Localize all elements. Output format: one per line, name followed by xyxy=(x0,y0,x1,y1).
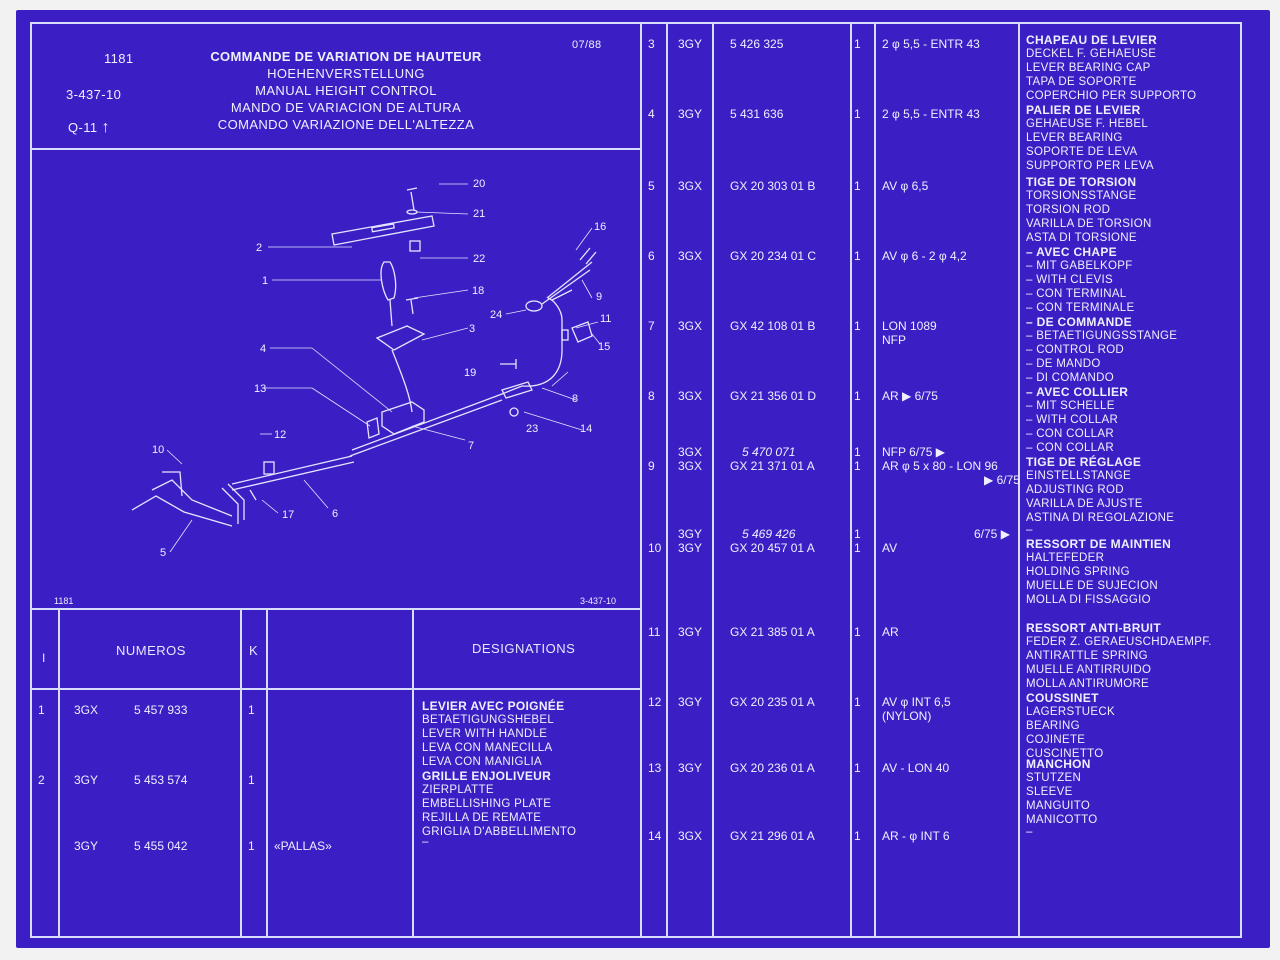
group-label xyxy=(68,120,110,136)
part-code: 3GY xyxy=(678,625,703,639)
designation-line: – DE COMMANDE xyxy=(1026,315,1132,329)
title-es: MANDO DE VARIACION DE ALTURA xyxy=(230,100,462,115)
frame-line xyxy=(1240,22,1242,938)
part-code: 3GY xyxy=(678,761,703,775)
designation-line: – WITH COLLAR xyxy=(1026,413,1119,426)
item-number: 3 xyxy=(648,37,655,51)
item-number: 5 xyxy=(648,179,655,193)
quantity: 1 xyxy=(854,445,861,459)
callout-13: 13 xyxy=(254,383,267,395)
designation-line: VARILLA DE TORSION xyxy=(1026,217,1152,230)
callout-12: 12 xyxy=(274,429,287,441)
callout-2: 2 xyxy=(256,242,263,254)
designation-line: – DE MANDO xyxy=(1026,357,1101,370)
designation-block xyxy=(1026,456,1174,526)
callout-1: 1 xyxy=(262,275,269,287)
part-number: 5 469 426 xyxy=(742,527,796,541)
quantity: 1 xyxy=(854,625,861,639)
callout-5: 5 xyxy=(160,547,167,559)
group-code: Q-11 xyxy=(68,120,98,135)
note: (NYLON) xyxy=(882,709,932,723)
title-en: MANUAL HEIGHT CONTROL xyxy=(255,83,437,98)
note: AV φ 6,5 xyxy=(882,179,929,193)
part-number: GX 20 234 01 C xyxy=(730,249,817,263)
quantity: 1 xyxy=(854,527,861,541)
designation-line: ANTIRATTLE SPRING xyxy=(1026,649,1148,662)
item-number: 9 xyxy=(648,459,655,473)
designation-line: GRILLE ENJOLIVEUR xyxy=(422,769,552,783)
designation-line: LEVA CON MANIGLIA xyxy=(422,755,542,768)
item-number: 11 xyxy=(648,625,661,639)
note: AV - LON 40 xyxy=(882,761,950,775)
designation-line: – xyxy=(422,836,429,848)
note: 2 φ 5,5 - ENTR 43 xyxy=(882,107,980,121)
part-code: 3GY xyxy=(74,773,99,787)
callout-3: 3 xyxy=(469,323,476,335)
callout-23: 23 xyxy=(526,423,539,435)
designation-line: – CON TERMINAL xyxy=(1026,287,1127,300)
designation-line: COJINETE xyxy=(1026,733,1086,746)
part-code: 3GY xyxy=(678,107,703,121)
designation-line: DECKEL F. GEHAEUSE xyxy=(1026,47,1157,60)
designation-block xyxy=(1026,34,1196,104)
quantity: 1 xyxy=(854,829,861,843)
quantity: 1 xyxy=(854,179,861,193)
designation-line: LEVER BEARING CAP xyxy=(1026,61,1151,74)
designation-line: RESSORT ANTI-BRUIT xyxy=(1026,621,1161,635)
designation-line: STUTZEN xyxy=(1026,771,1082,784)
designation-line: – AVEC CHAPE xyxy=(1026,245,1117,259)
part-code: 3GY xyxy=(678,37,703,51)
quantity: 1 xyxy=(854,107,861,121)
col-designations-header: DESIGNATIONS xyxy=(472,641,576,656)
designation-block xyxy=(422,836,429,850)
callout-20: 20 xyxy=(473,178,486,190)
part-code: 3GX xyxy=(678,319,703,333)
diagram-footer-left: 1181 xyxy=(54,596,74,606)
designation-line: – AVEC COLLIER xyxy=(1026,385,1129,399)
date: 07/88 xyxy=(572,39,602,51)
part-code: 3GX xyxy=(678,829,703,843)
part-number: GX 20 303 01 B xyxy=(730,179,816,193)
note: AV φ INT 6,5 xyxy=(882,695,951,709)
callout-9: 9 xyxy=(596,291,603,303)
designation-line: REJILLA DE REMATE xyxy=(422,811,542,824)
designation-line: GEHAEUSE F. HEBEL xyxy=(1026,117,1149,130)
callout-16: 16 xyxy=(594,221,607,233)
designation-block xyxy=(422,770,576,840)
designation-line: LEVIER AVEC POIGNÉE xyxy=(422,699,565,713)
quantity: 1 xyxy=(248,839,255,853)
item-number: 14 xyxy=(648,829,662,843)
column-divider xyxy=(712,22,714,938)
designation-block xyxy=(422,700,564,770)
designation-line: MANGUITO xyxy=(1026,799,1091,812)
designation-line: BETAETIGUNGSHEBEL xyxy=(422,713,555,726)
designation-block xyxy=(1026,386,1128,456)
column-divider xyxy=(874,22,876,938)
designation-block xyxy=(1026,246,1134,316)
part-number: GX 21 296 01 A xyxy=(730,829,815,843)
column-divider xyxy=(58,608,60,938)
note: LON 1089 xyxy=(882,319,937,333)
part-code: 3GX xyxy=(74,703,99,717)
designation-line: LEVA CON MANECILLA xyxy=(422,741,553,754)
designation-line: MOLLA DI FISSAGGIO xyxy=(1026,593,1151,606)
designation-block xyxy=(1026,176,1152,246)
designation-block xyxy=(1026,622,1212,692)
part-number: 5 453 574 xyxy=(134,773,188,787)
designation-line: RESSORT DE MAINTIEN xyxy=(1026,536,1172,551)
designation-line: – MIT SCHELLE xyxy=(1026,399,1115,412)
quantity: 1 xyxy=(854,319,861,333)
part-code: 3GY xyxy=(74,839,99,853)
note: AV φ 6 - 2 φ 4,2 xyxy=(882,249,967,263)
designation-line: LAGERSTUECK xyxy=(1026,705,1115,718)
note: ▶ 6/75 xyxy=(984,473,1020,487)
designation-line: – MIT GABELKOPF xyxy=(1026,259,1133,272)
designation-block xyxy=(1026,758,1098,828)
part-code: 3GY xyxy=(678,695,703,709)
designation-line: SLEEVE xyxy=(1026,785,1073,798)
diagram-footer-right: 3-437-10 xyxy=(580,596,617,606)
callout-7: 7 xyxy=(468,440,475,452)
designation-block xyxy=(1026,524,1171,607)
item-number: 10 xyxy=(648,541,662,555)
designation-line: – CONTROL ROD xyxy=(1026,343,1125,356)
designation-line: TORSION ROD xyxy=(1026,203,1111,216)
designation-line: EMBELLISHING PLATE xyxy=(422,797,552,810)
designation-line: MOLLA ANTIRUMORE xyxy=(1026,677,1150,690)
page-number: 1181 xyxy=(104,51,134,66)
part-code: 3GX xyxy=(678,459,703,473)
note: AR φ 5 x 80 - LON 96 xyxy=(882,459,998,473)
designation-line: LEVER WITH HANDLE xyxy=(422,727,548,740)
part-number: GX 20 457 01 A xyxy=(730,541,815,555)
designation-line: ASTA DI TORSIONE xyxy=(1026,231,1137,244)
item-number: 6 xyxy=(648,249,655,263)
quantity: 1 xyxy=(854,249,861,263)
designation-line: ASTINA DI REGOLAZIONE xyxy=(1026,511,1175,524)
callout-18: 18 xyxy=(472,285,485,297)
designation-line: EINSTELLSTANGE xyxy=(1026,469,1131,482)
title-it: COMANDO VARIAZIONE DELL'ALTEZZA xyxy=(217,117,475,132)
part-number: GX 21 356 01 D xyxy=(730,389,817,403)
note: AR xyxy=(882,625,899,639)
designation-line: SUPPORTO PER LEVA xyxy=(1026,159,1154,172)
column-divider xyxy=(240,608,242,938)
item-number: 13 xyxy=(648,761,662,775)
arrow-up-icon: ↑ xyxy=(101,119,110,136)
designation-line: – DI COMANDO xyxy=(1026,371,1114,384)
item-number: 7 xyxy=(648,319,655,333)
note: NFP 6/75 ▶ xyxy=(882,445,946,459)
designation-line: TORSIONSSTANGE xyxy=(1026,189,1137,202)
part-number: 5 455 042 xyxy=(134,839,188,853)
quantity: 1 xyxy=(854,695,861,709)
column-divider xyxy=(266,608,268,938)
note: AV xyxy=(882,541,898,555)
quantity: 1 xyxy=(248,773,255,787)
designation-block xyxy=(1026,826,1033,840)
item-number: 12 xyxy=(648,695,662,709)
part-number: GX 42 108 01 B xyxy=(730,319,816,333)
item-number: 8 xyxy=(648,389,655,403)
note: AR ▶ 6/75 xyxy=(882,389,938,403)
item-number: 1 xyxy=(38,703,45,717)
part-number: GX 21 385 01 A xyxy=(730,625,815,639)
part-code: 3GX xyxy=(678,179,703,193)
designation-line: ADJUSTING ROD xyxy=(1026,483,1124,496)
callout-17: 17 xyxy=(282,509,295,521)
designation-line: TIGE DE TORSION xyxy=(1026,175,1137,189)
quantity: 1 xyxy=(854,37,861,51)
parts-sheet xyxy=(16,10,1270,948)
callout-24: 24 xyxy=(490,309,503,321)
designation-line: COPERCHIO PER SUPPORTO xyxy=(1026,89,1197,102)
quantity: 1 xyxy=(248,703,255,717)
designation-line: – xyxy=(1026,524,1033,536)
col-k-header: K xyxy=(249,643,259,658)
part-code: 3GX xyxy=(678,445,703,459)
note: AR - φ INT 6 xyxy=(882,829,950,843)
callout-19: 19 xyxy=(464,367,477,379)
part-number: 5 426 325 xyxy=(730,37,784,51)
quantity: 1 xyxy=(854,389,861,403)
designation-line: – CON TERMINALE xyxy=(1026,301,1135,314)
callout-6: 6 xyxy=(332,508,339,520)
designation-line: VARILLA DE AJUSTE xyxy=(1026,497,1143,510)
callout-14: 14 xyxy=(580,423,593,435)
designation-line: TAPA DE SOPORTE xyxy=(1026,75,1137,88)
designation-block xyxy=(1026,692,1115,762)
column-divider xyxy=(666,22,668,938)
designation-line: – WITH CLEVIS xyxy=(1026,273,1113,286)
designation-line: – CON COLLAR xyxy=(1026,441,1114,454)
part-code: 3GX xyxy=(678,389,703,403)
designation-line: CHAPEAU DE LEVIER xyxy=(1026,33,1158,47)
designation-line: – BETAETIGUNGSSTANGE xyxy=(1026,329,1178,342)
divider xyxy=(30,608,640,610)
designation-line: SOPORTE DE LEVA xyxy=(1026,145,1138,158)
designation-line: COUSSINET xyxy=(1026,691,1099,705)
callout-8: 8 xyxy=(572,393,579,405)
callout-22: 22 xyxy=(473,253,486,265)
designation-line: – xyxy=(1026,826,1033,838)
note: 6/75 ▶ xyxy=(974,527,1010,541)
designation-line: LEVER BEARING xyxy=(1026,131,1123,144)
item-number: 4 xyxy=(648,107,655,121)
title-block xyxy=(166,48,526,133)
part-code: 3GY xyxy=(678,541,703,555)
callout-4: 4 xyxy=(260,343,267,355)
callout-21: 21 xyxy=(473,208,486,220)
frame-line xyxy=(30,22,1242,24)
designation-block xyxy=(1026,316,1177,386)
column-divider xyxy=(412,608,414,938)
callout-15: 15 xyxy=(598,341,611,353)
note: NFP xyxy=(882,333,906,347)
title-de: HOEHENVERSTELLUNG xyxy=(267,66,425,81)
item-number: 2 xyxy=(38,773,45,787)
designation-line: FEDER Z. GERAEUSCHDAEMPF. xyxy=(1026,635,1212,648)
exploded-diagram xyxy=(32,150,640,608)
note: «PALLAS» xyxy=(274,839,332,853)
part-number: GX 20 236 01 A xyxy=(730,761,815,775)
quantity: 1 xyxy=(854,761,861,775)
callout-11: 11 xyxy=(600,313,612,325)
part-code: 3GY xyxy=(678,527,703,541)
designation-line: BEARING xyxy=(1026,719,1080,732)
part-number: 5 470 071 xyxy=(742,445,796,459)
designation-line: CUSCINETTO xyxy=(1026,747,1104,760)
col-numbers-header: NUMEROS xyxy=(116,643,186,658)
designation-line: ZIERPLATTE xyxy=(422,783,494,796)
column-divider xyxy=(640,22,642,938)
designation-line: HOLDING SPRING xyxy=(1026,565,1130,578)
part-code: 3GX xyxy=(678,249,703,263)
quantity: 1 xyxy=(854,541,861,555)
designation-block xyxy=(1026,104,1154,174)
part-number: 5 457 933 xyxy=(134,703,188,717)
title-fr: COMMANDE DE VARIATION DE HAUTEUR xyxy=(210,49,482,64)
designation-line: MUELLE DE SUJECION xyxy=(1026,579,1158,592)
frame-line xyxy=(30,936,1242,938)
designation-line: HALTEFEDER xyxy=(1026,551,1105,564)
designation-line: – CON COLLAR xyxy=(1026,427,1114,440)
divider xyxy=(30,688,640,690)
ref-number: 3-437-10 xyxy=(66,87,122,102)
column-divider xyxy=(850,22,852,938)
note: 2 φ 5,5 - ENTR 43 xyxy=(882,37,980,51)
designation-line: MANICOTTO xyxy=(1026,813,1098,826)
part-number: 5 431 636 xyxy=(730,107,784,121)
part-number: GX 21 371 01 A xyxy=(730,459,815,473)
designation-line: TIGE DE RÉGLAGE xyxy=(1026,455,1142,469)
designation-line: GRIGLIA D'ABBELLIMENTO xyxy=(422,825,577,838)
callout-10: 10 xyxy=(152,444,165,456)
quantity: 1 xyxy=(854,459,861,473)
col-item-header: I xyxy=(42,651,46,665)
designation-line: MANCHON xyxy=(1026,757,1091,771)
part-number: GX 20 235 01 A xyxy=(730,695,815,709)
designation-line: PALIER DE LEVIER xyxy=(1026,103,1141,117)
designation-line: MUELLE ANTIRRUIDO xyxy=(1026,663,1152,676)
